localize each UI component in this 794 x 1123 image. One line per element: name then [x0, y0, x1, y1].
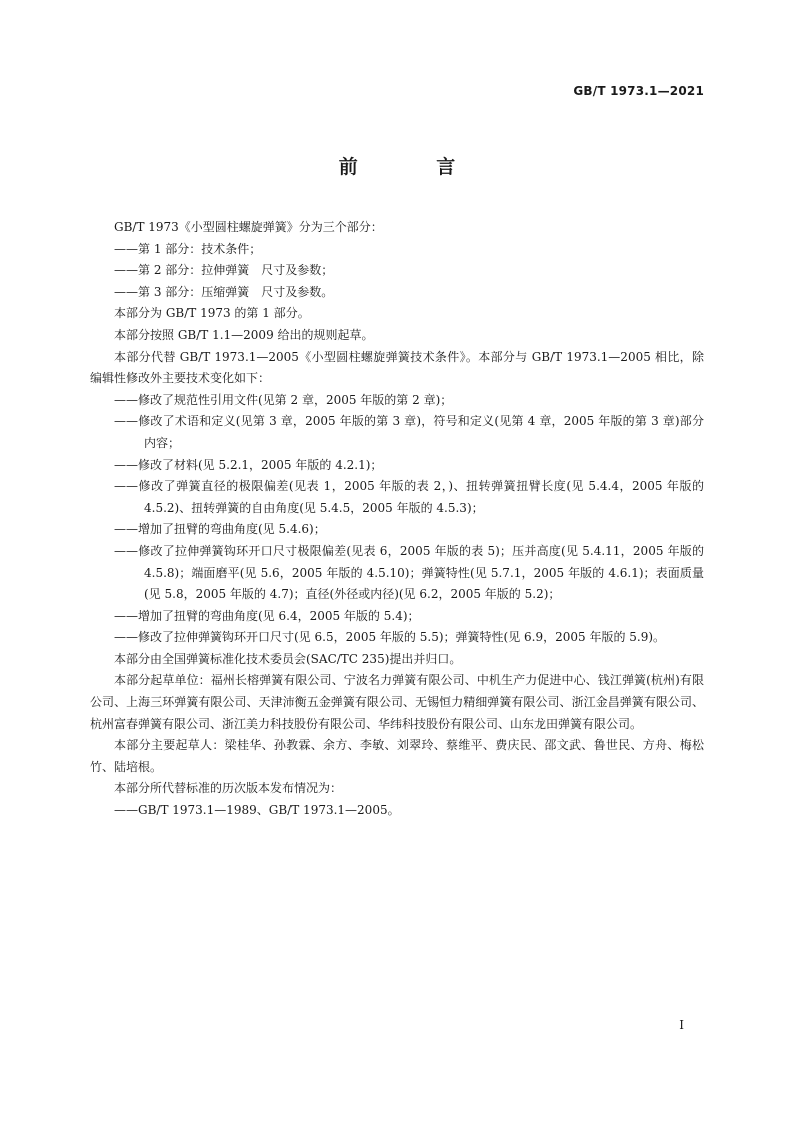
- list-item: ——修改了材料(见 5.2.1，2005 年版的 4.2.1)；: [114, 457, 383, 472]
- body-paragraph: 本部分按照 GB/T 1.1—2009 给出的规则起草。: [114, 327, 374, 342]
- foreword-body: [90, 217, 704, 822]
- body-paragraph: 本部分主要起草人：梁桂华、孙教霖、余方、李敏、刘翠玲、蔡维平、费庆民、邵文武、鲁世民、方舟、梅松竹、陆培根。: [90, 738, 704, 774]
- list-item: ——修改了拉伸弹簧钩环开口尺寸(见 6.5，2005 年版的 5.5)；弹簧特性(见 6.9，2005 年版的 5.9)。: [114, 630, 666, 645]
- list-item: ——修改了弹簧直径的极限偏差(见表 1，2005 年版的表 2，)、扭转弹簧扭臂长度(见 5.4.4，2005 年版的 4.5.2)、扭转弹簧的自由角度(见 5.4.5，2005 年版的 4.5.3)；: [114, 479, 704, 515]
- body-paragraph: 本部分为 GB/T 1973 的第 1 部分。: [114, 306, 310, 321]
- list-item: ——增加了扭臂的弯曲角度(见 6.4，2005 年版的 5.4)；: [114, 608, 420, 623]
- body-paragraph: GB/T 1973《小型圆柱螺旋弹簧》分为三个部分：: [114, 220, 383, 234]
- list-item: ——修改了术语和定义(见第 3 章，2005 年版的第 3 章)，符号和定义(见第 4 章，2005 年版的第 3 章)部分内容；: [114, 414, 704, 450]
- list-item: ——第 3 部分：压缩弹簧 尺寸及参数。: [114, 284, 334, 299]
- page-title: 前 言: [338, 156, 492, 178]
- page-number: I: [679, 1018, 684, 1032]
- list-item: ——第 1 部分：技术条件；: [114, 241, 262, 256]
- standard-code: GB/T 1973.1—2021: [573, 84, 704, 98]
- list-item: ——修改了规范性引用文件(见第 2 章，2005 年版的第 2 章)；: [114, 392, 453, 407]
- body-paragraph: 本部分所代替标准的历次版本发布情况为：: [114, 781, 343, 796]
- list-item: ——GB/T 1973.1—1989、GB/T 1973.1—2005。: [114, 803, 400, 818]
- body-paragraph: 本部分代替 GB/T 1973.1—2005《小型圆柱螺旋弹簧技术条件》。本部分与 GB/T 1973.1—2005 相比，除编辑性修改外主要技术变化如下：: [90, 349, 704, 386]
- body-paragraph: 本部分由全国弹簧标准化技术委员会(SAC/TC 235)提出并归口。: [114, 651, 462, 666]
- list-item: ——增加了扭臂的弯曲角度(见 5.4.6)；: [114, 522, 326, 537]
- body-paragraph: 本部分起草单位：福州长榕弹簧有限公司、宁波名力弹簧有限公司、中机生产力促进中心、钱江弹簧(杭州)有限公司、上海三环弹簧有限公司、天津沛衡五金弹簧有限公司、无锡恒力精细弹簧有限公司、浙江金昌弹簧有限公司、杭州富春弹簧有限公司、浙江美力科技股份有限公司、华纬科技股份有限公司、山东龙田弹簧有限公司。: [90, 673, 704, 731]
- list-item: ——第 2 部分：拉伸弹簧 尺寸及参数；: [114, 263, 334, 278]
- list-item: ——修改了拉伸弹簧钩环开口尺寸极限偏差(见表 6，2005 年版的表 5)；压并高度(见 5.4.11，2005 年版的 4.5.8)；端面磨平(见 5.6，2005 年版的 4.5.10)；弹簧特性(见 5.7.1，2005 年版的 4.6.1)；表面质量(见 5.8，2005 年版的 4.7)；直径(外径或内径)(见 6.2，2005 年版的 5.2)；: [114, 543, 704, 602]
